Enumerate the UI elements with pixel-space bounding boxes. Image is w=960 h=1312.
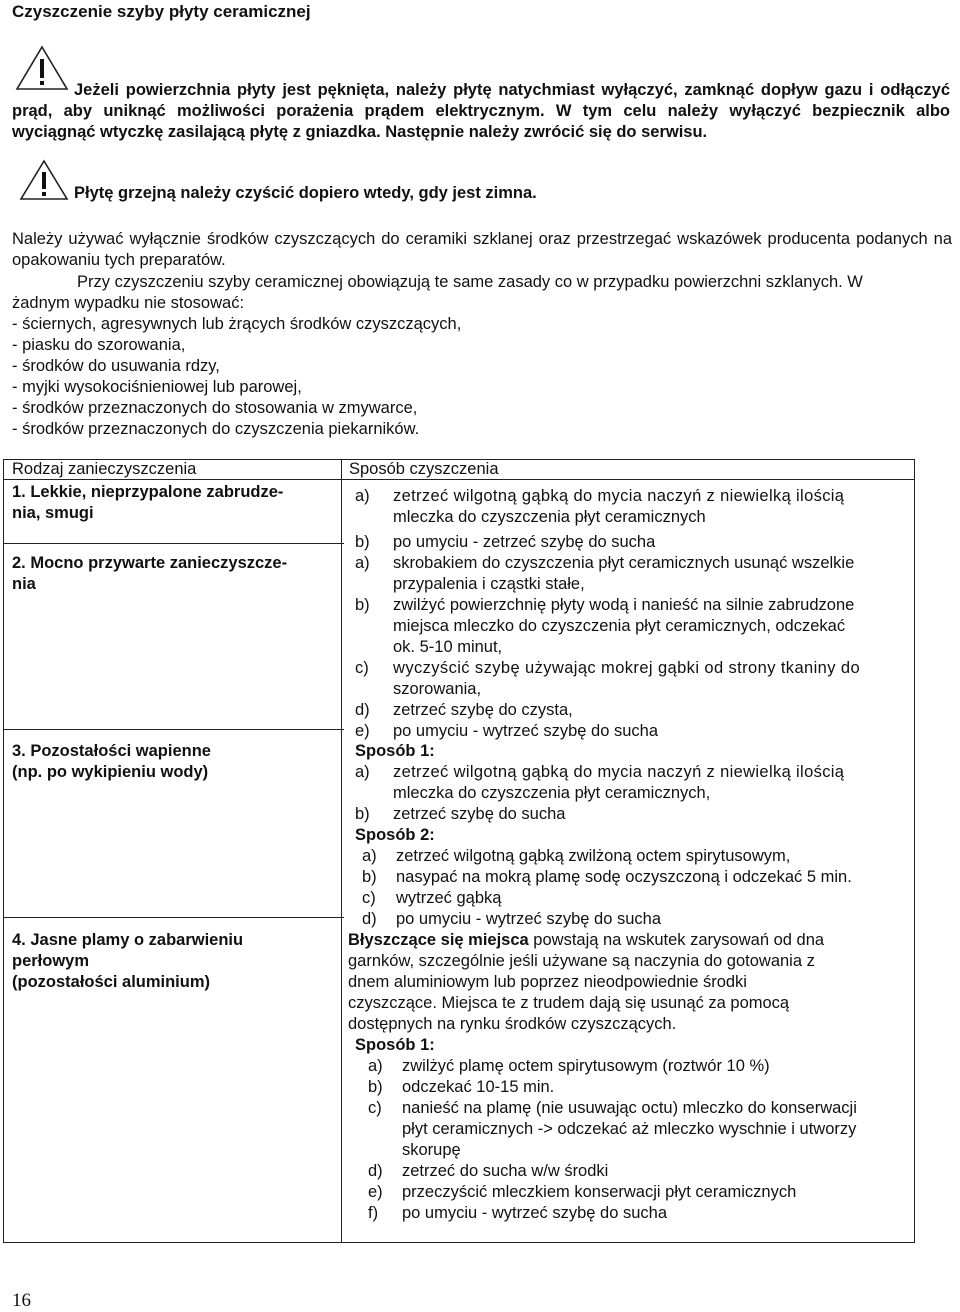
item-text: zwilżyć powierzchnię płyty wodą i nanieść na silnie zabrudzone — [393, 596, 855, 614]
cleaning-table — [3, 459, 915, 1243]
item-text: po umyciu - wytrzeć szybę do sucha — [393, 722, 659, 740]
item-label: b) — [355, 596, 370, 614]
item-text: skorupę — [402, 1141, 461, 1159]
list-item — [355, 553, 854, 574]
item-text: nanieść na plamę (nie usuwając octu) mleczko do konserwacji — [402, 1099, 857, 1117]
table-row-1-type — [12, 482, 283, 524]
item-label: b) — [355, 805, 370, 823]
item-text: zetrzeć szybę do czysta, — [393, 701, 573, 719]
item-label: c) — [368, 1099, 382, 1117]
list-item — [355, 804, 565, 825]
text-line: żadnym wypadku nie stosować: — [12, 294, 245, 312]
item-label: a) — [362, 847, 377, 865]
warning-triangle-icon — [18, 158, 70, 202]
list-item — [368, 1077, 554, 1098]
list-item — [362, 909, 661, 930]
table-row-4-type — [12, 930, 243, 993]
list-item — [368, 1098, 857, 1119]
text-line: nia, smugi — [12, 504, 94, 522]
item-text: zetrzeć wilgotną gąbką zwilżoną octem spirytusowym, — [396, 847, 791, 865]
item-label: b) — [355, 533, 370, 551]
item-label: a) — [355, 554, 370, 572]
item-text: szorowania, — [393, 680, 482, 698]
text-line: 4. Jasne plamy o zabarwieniu — [12, 931, 244, 949]
list-item — [355, 658, 860, 679]
item-text: po umyciu - wytrzeć szybę do sucha — [396, 910, 662, 928]
text-line: 1. Lekkie, nieprzypalone zabrudze- — [12, 483, 284, 501]
body-paragraph-2 — [12, 272, 958, 440]
row-divider — [4, 917, 344, 918]
item-text: mleczka do czyszczenia płyt ceramicznych — [393, 508, 706, 526]
item-label: d) — [368, 1162, 383, 1180]
list-item: - środków przeznaczonych do stosowania w zmywarce, — [12, 399, 418, 417]
row-divider — [4, 543, 344, 544]
item-text: wytrzeć gąbką — [396, 889, 502, 907]
row-divider — [4, 479, 344, 480]
text-line: (np. po wykipieniu wody) — [12, 763, 209, 781]
item-label: b) — [362, 868, 377, 886]
item-text: zetrzeć wilgotną gąbką do mycia naczyń z niewielką ilością — [393, 763, 845, 781]
column-header-type: Rodzaj zanieczyszczenia — [12, 460, 197, 478]
method-title: Sposób 2: — [355, 826, 435, 844]
item-label: c) — [362, 889, 376, 907]
item-label: f) — [368, 1204, 379, 1222]
item-label: b) — [368, 1078, 383, 1096]
item-label: c) — [355, 659, 369, 677]
page-number: 16 — [12, 1290, 31, 1311]
item-text: wyczyścić szybę używając mokrej gąbki od strony tkaniny do — [393, 659, 861, 677]
intro-line — [348, 930, 824, 951]
item-text: mleczka do czyszczenia płyt ceramicznych, — [393, 784, 711, 802]
list-item — [362, 867, 852, 888]
list-item — [362, 846, 790, 867]
list-item: - ściernych, agresywnych lub żrących środków czyszczących, — [12, 315, 462, 333]
method-title: Sposób 1: — [355, 1036, 435, 1054]
item-text: zetrzeć wilgotną gąbką do mycia naczyń z niewielką ilością — [393, 487, 845, 505]
list-item — [355, 762, 844, 783]
item-text: powstają na wskutek zarysowań od dna — [528, 931, 825, 949]
item-text: skrobakiem do czyszczenia płyt ceramicznych usunąć wszelkie — [393, 554, 855, 572]
list-item — [362, 888, 501, 909]
column-divider — [341, 460, 342, 1242]
item-text: po umyciu - wytrzeć szybę do sucha — [402, 1204, 668, 1222]
warning-paragraph-2: Płytę grzejną należy czyścić dopiero wtedy, gdy jest zimna. — [74, 184, 537, 202]
page-title: Czyszczenie szyby płyty ceramicznej — [12, 2, 311, 21]
body-paragraph-1: Należy używać wyłącznie środków czyszczących do ceramiki szklanej oraz przestrzegać wskazówek producenta podanych na opakowaniu tych preparatów. — [12, 230, 952, 269]
item-label: a) — [368, 1057, 383, 1075]
warning-paragraph-1: Jeżeli powierzchnia płyty jest pęknięta, należy płytę natychmiast wyłączyć, zamknąć dopływ gazu i odłączyć prąd, aby uniknąć możliwości porażenia prądem elektrycznym. W tym celu należy wyłączyć bezpiecznik albo wyciągnąć wtyczkę zasilającą płytę z gniazdka. Następnie należy zwrócić się do serwisu. — [12, 81, 950, 141]
intro-line: dostępnych na rynku środków czyszczących. — [348, 1015, 677, 1033]
intro-line: dnem aluminiowym lub poprzez nieodpowiednie środki — [348, 973, 747, 991]
item-text: zetrzeć do sucha w/w środki — [402, 1162, 609, 1180]
item-text: przypalenia i cząstki stałe, — [393, 575, 585, 593]
list-item — [355, 486, 844, 507]
item-label: a) — [355, 763, 370, 781]
list-item — [355, 721, 658, 742]
table-row-2-type — [12, 553, 287, 595]
column-header-method: Sposób czyszczenia — [349, 460, 499, 478]
list-item — [368, 1182, 796, 1203]
intro-line: garnków, szczególnie jeśli używane są naczynia do gotowania z — [348, 952, 815, 970]
item-text: płyt ceramicznych -> odczekać aż mleczko wyschnie i utworzy — [402, 1120, 857, 1138]
item-label: e) — [368, 1183, 383, 1201]
text-line: 3. Pozostałości wapienne — [12, 742, 211, 760]
method-title: Sposób 1: — [355, 742, 435, 760]
item-label: e) — [355, 722, 370, 740]
list-item — [355, 532, 655, 553]
intro-bold: Błyszczące się miejsca — [348, 931, 529, 949]
list-item — [368, 1161, 608, 1182]
list-item: - środków do usuwania rdzy, — [12, 357, 220, 375]
list-item: - piasku do szorowania, — [12, 336, 186, 354]
list-item — [355, 595, 854, 616]
table-row-3-type — [12, 741, 211, 783]
text-line: nia — [12, 575, 36, 593]
intro-line: czyszczące. Miejsca te z trudem dają się usunąć za pomocą — [348, 994, 790, 1012]
text-line: Przy czyszczeniu szyby ceramicznej obowiązują te same zasady co w przypadku powierzchni szklanych. W — [77, 273, 863, 291]
item-text: zwilżyć plamę octem spirytusowym (roztwór 10 %) — [402, 1057, 770, 1075]
list-item — [355, 700, 573, 721]
list-item: - myjki wysokociśnieniowej lub parowej, — [12, 378, 302, 396]
item-text: po umyciu - zetrzeć szybę do sucha — [393, 533, 656, 551]
item-text: ok. 5-10 minut, — [393, 638, 503, 656]
list-item — [368, 1203, 667, 1224]
item-text: przeczyścić mleczkiem konserwacji płyt ceramicznych — [402, 1183, 797, 1201]
list-item — [368, 1056, 770, 1077]
item-text: miejsca mleczko do czyszczenia płyt ceramicznych, odczekać — [393, 617, 846, 635]
row-divider — [344, 479, 914, 480]
item-text: odczekać 10-15 min. — [402, 1078, 555, 1096]
text-line: (pozostałości aluminium) — [12, 973, 211, 991]
item-text: nasypać na mokrą plamę sodę oczyszczoną i odczekać 5 min. — [396, 868, 852, 886]
text-line: 2. Mocno przywarte zanieczyszcze- — [12, 554, 288, 572]
item-label: d) — [362, 910, 377, 928]
row-divider — [4, 729, 344, 730]
list-item: - środków przeznaczonych do czyszczenia piekarników. — [12, 420, 420, 438]
item-label: d) — [355, 701, 370, 719]
item-label: a) — [355, 487, 370, 505]
item-text: zetrzeć szybę do sucha — [393, 805, 566, 823]
text-line: perłowym — [12, 952, 90, 970]
